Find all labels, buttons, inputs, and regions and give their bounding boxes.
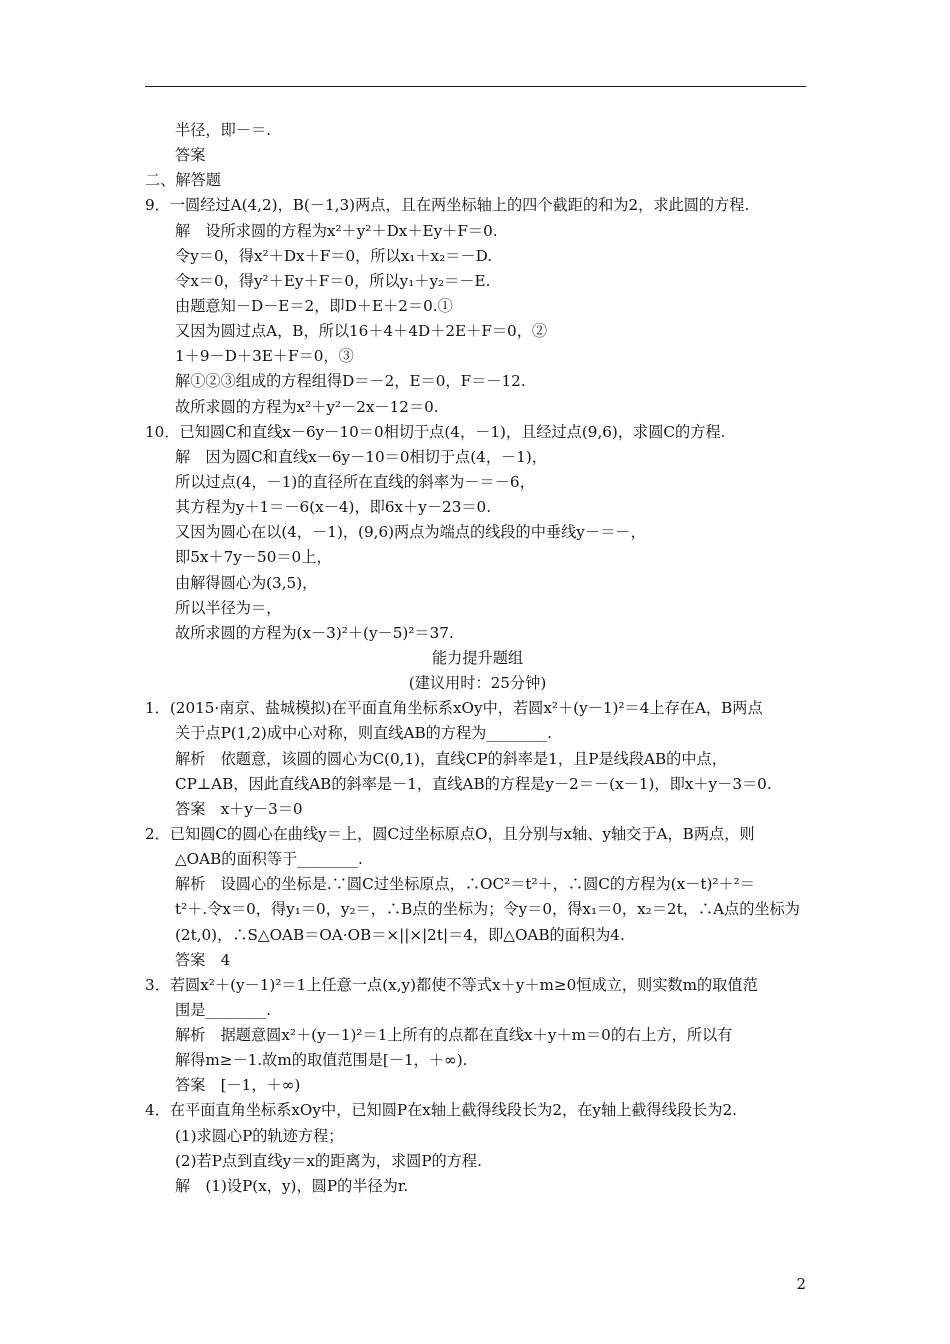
text-line: 1＋9－D＋3E＋F＝0，③ bbox=[175, 347, 354, 366]
text-line: (2t,0)，∴S△OAB＝OA·OB＝×||×|2t|＝4，即△OAB的面积为4. bbox=[175, 925, 625, 944]
text-line: 由解得圆心为(3,5)， bbox=[175, 573, 318, 592]
text-line: 9．一圆经过A(4,2)，B(－1,3)两点，且在两坐标轴上的四个截距的和为2，求此圆的方程. bbox=[145, 196, 750, 215]
text-line: 故所求圆的方程为x²＋y²－2x－12＝0. bbox=[175, 397, 439, 416]
text-line: 其方程为y＋1＝－6(x－4)，即6x＋y－23＝0. bbox=[175, 498, 492, 517]
text-line: 1．(2015·南京、盐城模拟)在平面直角坐标系xOy中，若圆x²＋(y－1)²＝4上存在A，B两点 bbox=[145, 699, 763, 718]
page-number: 2 bbox=[796, 1275, 806, 1293]
text-line: 半径，即－＝. bbox=[175, 121, 271, 139]
text-line: 令y＝0，得x²＋Dx＋F＝0，所以x₁＋x₂＝－D. bbox=[175, 246, 493, 265]
text-line: 关于点P(1,2)成中心对称，则直线AB的方程为________. bbox=[175, 724, 552, 743]
document-body bbox=[145, 118, 810, 1199]
text-line: 答案 4 bbox=[175, 950, 231, 969]
header-rule bbox=[145, 86, 806, 87]
text-line: 围是________. bbox=[175, 1000, 271, 1019]
text-line: 4．在平面直角坐标系xOy中，已知圆P在x轴上截得线段长为2，在y轴上截得线段长为2. bbox=[145, 1101, 737, 1120]
text-line: 答案 [－1，＋∞) bbox=[175, 1076, 301, 1095]
text-line: 2．已知圆C的圆心在曲线y＝上，圆C过坐标原点O，且分别与x轴、y轴交于A，B两点，则 bbox=[145, 824, 755, 843]
text-line: (建议用时：25分钟) bbox=[408, 674, 547, 693]
text-line: 解 (1)设P(x，y)，圆P的半径为r. bbox=[175, 1176, 409, 1195]
text-line: 二、解答题 bbox=[145, 171, 221, 190]
text-line: 解得m≥－1.故m的取值范围是[－1，＋∞). bbox=[175, 1051, 468, 1070]
text-line: 解①②③组成的方程组得D＝－2，E＝0，F＝－12. bbox=[175, 372, 526, 391]
text-line: 解析 依题意，该圆的圆心为C(0,1)，直线CP的斜率是1，且P是线段AB的中点， bbox=[175, 749, 727, 768]
text-line: 解 设所求圆的方程为x²＋y²＋Dx＋Ey＋F＝0. bbox=[175, 221, 498, 240]
text-line: 由题意知－D－E＝2，即D＋E＋2＝0.① bbox=[175, 296, 453, 315]
text-line: 故所求圆的方程为(x－3)²＋(y－5)²＝37. bbox=[175, 623, 454, 642]
text-line: 又因为圆心在以(4，－1)，(9,6)两点为端点的线段的中垂线y－＝－， bbox=[175, 523, 646, 542]
text-line: 令x＝0，得y²＋Ey＋F＝0，所以y₁＋y₂＝－E. bbox=[175, 271, 491, 290]
text-line: 解析 设圆心的坐标是.∵圆C过坐标原点，∴OC²＝t²＋，∴圆C的方程为(x－t)²＋²＝ bbox=[175, 875, 755, 894]
text-line: CP⊥AB，因此直线AB的斜率是－1，直线AB的方程是y－2＝－(x－1)，即x＋y－3＝0. bbox=[175, 774, 772, 793]
text-line: 3．若圆x²＋(y－1)²＝1上任意一点(x,y)都使不等式x＋y＋m≥0恒成立，则实数m的取值范 bbox=[145, 975, 758, 994]
text-line: 答案 bbox=[175, 146, 206, 165]
text-line: t²＋.令x＝0，得y₁＝0，y₂＝，∴B点的坐标为；令y＝0，得x₁＝0，x₂＝2t，∴A点的坐标为 bbox=[175, 900, 800, 919]
text-line: 所以过点(4，－1)的直径所在直线的斜率为－＝－6， bbox=[175, 472, 535, 491]
text-line: 即5x＋7y－50＝0上， bbox=[175, 548, 332, 567]
text-line: (1)求圆心P的轨迹方程； bbox=[175, 1126, 344, 1145]
text-line: 能力提升题组 bbox=[431, 648, 524, 667]
text-line: 解析 据题意圆x²＋(y－1)²＝1上所有的点都在直线x＋y＋m＝0的右上方，所以有 bbox=[175, 1026, 733, 1045]
text-line: 又因为圆过点A，B，所以16＋4＋4D＋2E＋F＝0，② bbox=[175, 322, 548, 341]
text-line: △OAB的面积等于________. bbox=[175, 850, 363, 869]
text-line: 所以半径为＝， bbox=[175, 598, 282, 617]
text-line: 10．已知圆C和直线x－6y－10＝0相切于点(4，－1)，且经过点(9,6)，求圆C的方程. bbox=[145, 422, 726, 441]
text-line: 解 因为圆C和直线x－6y－10＝0相切于点(4，－1)， bbox=[175, 447, 547, 466]
text-line: 答案 x＋y－3＝0 bbox=[175, 799, 303, 818]
text-line: (2)若P点到直线y＝x的距离为，求圆P的方程. bbox=[175, 1151, 482, 1170]
